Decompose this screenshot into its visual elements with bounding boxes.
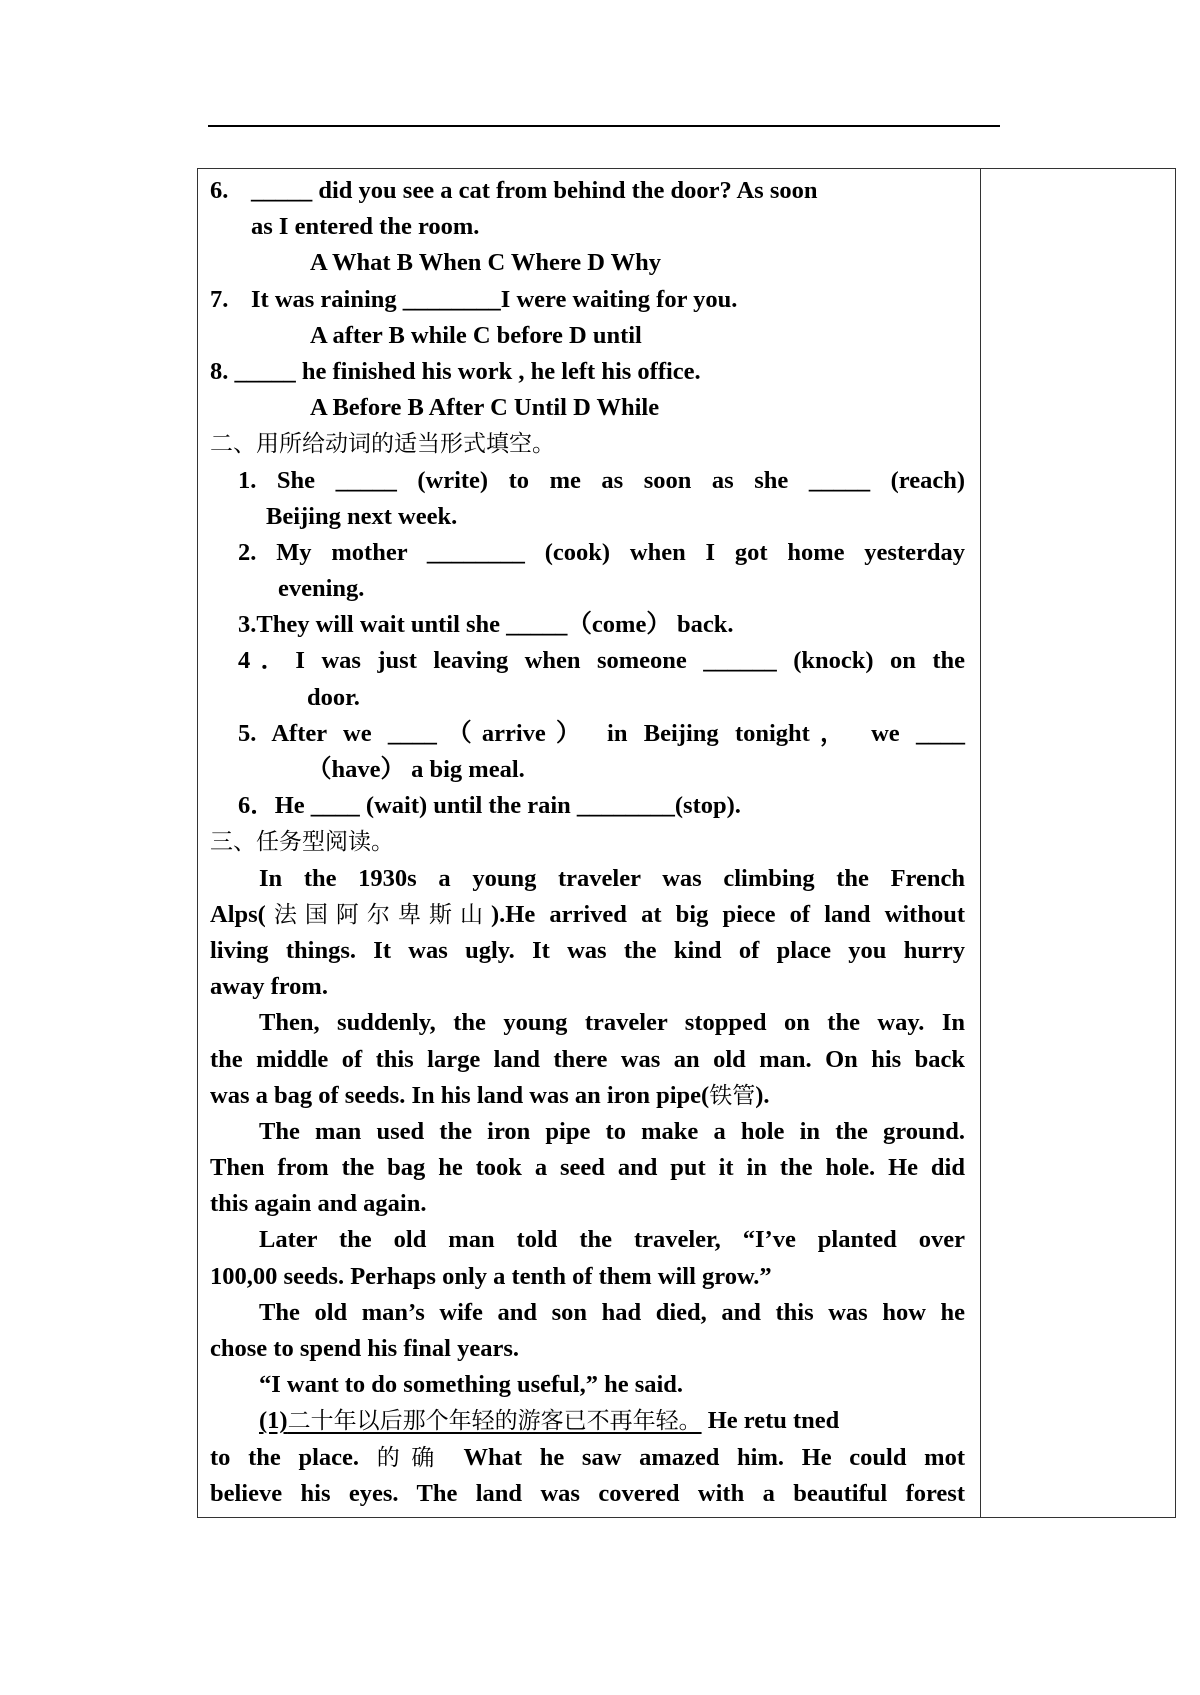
- notes-column: [981, 169, 1175, 1517]
- question-6: 6. _____ did you see a cat from behind the door? As soon: [210, 177, 818, 204]
- passage-p1-line4: away from.: [210, 973, 328, 1001]
- passage-p6: “I want to do something useful,” he said.: [259, 1371, 684, 1399]
- question-6-cont: as I entered the room.: [251, 213, 480, 241]
- s2-item-1: 1. She _____ (write) to me as soon as she _____ (reach): [238, 466, 965, 494]
- passage-p3-line3: this again and again.: [210, 1190, 427, 1218]
- s2-item-2: 2. My mother ________ (cook) when I got home yesterday: [238, 538, 965, 566]
- section-2-title: 二、用所给动词的适当形式填空。: [210, 431, 555, 458]
- worksheet-content: [210, 173, 965, 1512]
- question-7-options: A after B while C before D until: [310, 321, 642, 349]
- question-8: 8. _____ he finished his work , he left his office.: [210, 357, 701, 385]
- passage-p2-line3: was a bag of seeds. In his land was an iron pipe(铁管).: [210, 1081, 770, 1109]
- question-8-options: A Before B After C Until D While: [310, 394, 660, 422]
- s2-item-4-cont: door.: [307, 683, 360, 711]
- passage-p5-line1: The old man’s wife and son had died, and this was how he: [259, 1298, 965, 1326]
- s2-item-2-cont: evening.: [278, 575, 365, 603]
- passage-p3-line1: The man used the iron pipe to make a hole in the ground.: [259, 1117, 965, 1145]
- header-rule: [208, 125, 1000, 127]
- s2-item-5: 5. After we ____（arrive） in Beijing tonight， we ____: [238, 719, 965, 747]
- passage-p4-line2: 100,00 seeds. Perhaps only a tenth of them will grow.”: [210, 1262, 772, 1290]
- passage-p7-line3: believe his eyes. The land was covered with a beautiful forest: [210, 1479, 965, 1507]
- s2-item-6: 6．He ____ (wait) until the rain ________(stop).: [238, 792, 741, 820]
- passage-p7-line2: to the place. 的确 What he saw amazed him. He could mot: [210, 1443, 965, 1471]
- passage-p2-line1: Then, suddenly, the young traveler stopped on the way. In: [259, 1009, 965, 1037]
- question-6-options: A What B When C Where D Why: [310, 249, 662, 277]
- passage-p1-line3: living things. It was ugly. It was the kind of place you hurry: [210, 936, 965, 964]
- passage-p7-line1: (1)二十年以后那个年轻的游客已不再年轻。 He retu tned: [259, 1407, 840, 1435]
- passage-p5-line2: chose to spend his final years.: [210, 1335, 520, 1362]
- s2-item-1-cont: Beijing next week.: [266, 502, 458, 530]
- worksheet-table: [197, 168, 1176, 1518]
- passage-p1-line2: Alps(法国阿尔卑斯山).He arrived at big piece of land without: [210, 900, 966, 928]
- passage-p4-line1: Later the old man told the traveler, “I’ve planted over: [259, 1226, 965, 1254]
- passage-p1-line1: In the 1930s a young traveler was climbing the French: [259, 864, 965, 892]
- section-3-title: 三、任务型阅读。: [210, 829, 394, 856]
- s2-item-3: 3.They will wait until she _____（come） back.: [238, 611, 734, 639]
- question-7: 7. It was raining ________I were waiting for you.: [210, 285, 738, 313]
- s2-item-4: 4．I was just leaving when someone ______ (knock) on the: [238, 647, 965, 675]
- passage-p2-line2: the middle of this large land there was an old man. On his back: [210, 1045, 965, 1073]
- passage-p3-line2: Then from the bag he took a seed and put it in the hole. He did: [210, 1154, 965, 1182]
- s2-item-5-cont: （have） a big meal.: [307, 756, 525, 783]
